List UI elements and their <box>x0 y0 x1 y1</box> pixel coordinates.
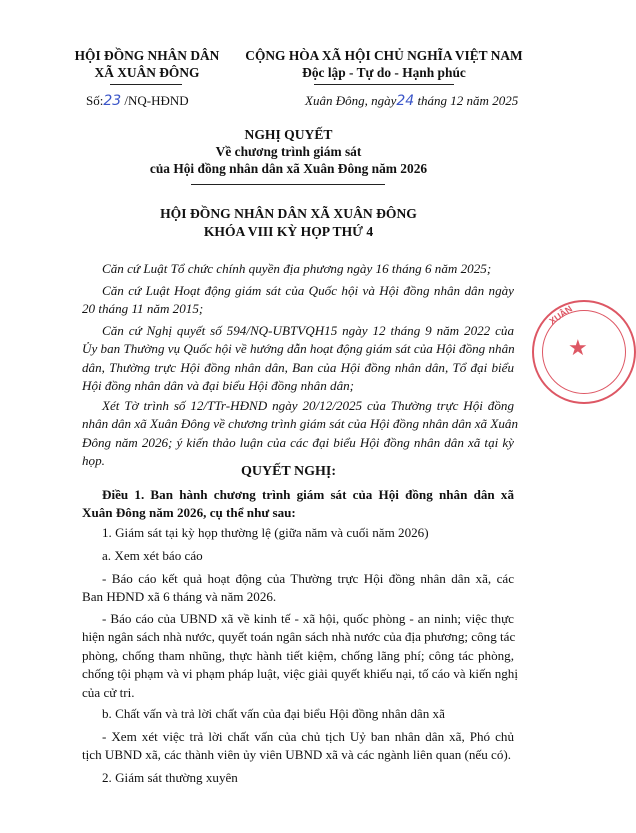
item-1b <box>82 705 514 723</box>
bullet-line: của cử tri. <box>82 684 135 700</box>
bullet-line: - Báo cáo kết quả hoạt động của Thường trực Hội đồng nhân dân xã, các <box>102 571 514 586</box>
item-1a <box>82 547 514 565</box>
decision-heading: QUYẾT NGHỊ: <box>240 464 337 479</box>
org-underline <box>110 84 182 85</box>
org-name-line1: HỘI ĐỒNG NHÂN DÂN <box>74 48 220 63</box>
bullet-1 <box>82 570 514 607</box>
item-1 <box>82 524 514 542</box>
document-number <box>86 93 189 109</box>
preamble-line: dân, Thường trực Hội đồng nhân dân, Ban của Hội đồng nhân dân, Tổ đại biểu <box>82 359 514 375</box>
preamble-line: Hội đồng nhân dân và đại biểu Hội đồng nhân dân; <box>82 378 355 394</box>
item-2 <box>82 769 514 787</box>
number-prefix: Số: <box>86 93 104 108</box>
preamble-4 <box>82 397 518 471</box>
preamble-line: Căn cứ Luật Hoạt động giám sát của Quốc hội và Hội đồng nhân dân ngày <box>102 283 514 298</box>
preamble-line: nhân dân xã Xuân Đông về chương trình giám sát của Hội đồng nhân dân xã Xuân <box>82 416 518 432</box>
number-suffix: /NQ-HĐND <box>121 93 189 108</box>
article-line: Xuân Đông năm 2026, cụ thể như sau: <box>82 505 296 521</box>
preamble-line: họp. <box>82 453 105 469</box>
subject-line1: Về chương trình giám sát <box>215 144 362 159</box>
preamble-3 <box>82 322 514 396</box>
bullet-line: hiện ngân sách nhà nước, quyết toán ngân sách nhà nước của địa phương; công tác <box>82 629 516 645</box>
seal-text: XUÂN <box>547 303 575 327</box>
bullet-line: phòng, chống tham nhũng, thực hành tiết kiệm, chống lãng phí; công tác phòng, <box>82 647 514 663</box>
article-line: Điều 1. Ban hành chương trình giám sát của Hội đồng nhân dân xã <box>102 487 514 502</box>
issuer-line2: KHÓA VIII KỲ HỌP THỨ 4 <box>203 224 374 239</box>
org-name-line2: XÃ XUÂN ĐÔNG <box>94 65 200 80</box>
official-seal <box>532 300 636 404</box>
preamble-line: Căn cứ Luật Tổ chức chính quyền địa phương ngày 16 tháng 6 năm 2025; <box>102 261 492 276</box>
number-handwritten: 23 <box>103 93 122 109</box>
nation-motto: Độc lập - Tự do - Hạnh phúc <box>302 65 466 80</box>
issuer-line1: HỘI ĐỒNG NHÂN DÂN XÃ XUÂN ĐÔNG <box>160 206 417 221</box>
bullet-line: - Xem xét việc trả lời chất vấn của chủ tịch Uỷ ban nhân dân xã, Phó chủ <box>102 729 514 744</box>
place-date <box>305 93 518 109</box>
place-date-prefix: Xuân Đông, ngày <box>305 93 397 108</box>
title-underline <box>191 184 385 185</box>
preamble-line: Đông năm 2026; ý kiến thảo luận của các đại biểu Hội đồng nhân dân xã tại kỳ <box>82 434 514 450</box>
motto-underline <box>314 84 454 85</box>
bullet-line: chống tội phạm và vi phạm pháp luật, việc giải quyết khiếu nại, tố cáo và kiến nghị <box>82 666 518 682</box>
bullet-2 <box>82 610 518 702</box>
bullet-3 <box>82 728 514 765</box>
preamble-line: 20 tháng 11 năm 2015; <box>82 301 204 317</box>
bullet-line: Ban HĐND xã 6 tháng và năm 2026. <box>82 589 277 605</box>
item-text: 2. Giám sát thường xuyên <box>102 770 238 785</box>
day-handwritten: 24 <box>396 93 415 109</box>
nation-name: CỘNG HÒA XÃ HỘI CHỦ NGHĨA VIỆT NAM <box>245 48 523 63</box>
doc-type: NGHỊ QUYẾT <box>244 127 333 142</box>
preamble-2 <box>82 282 514 319</box>
bullet-line: - Báo cáo của UBND xã về kinh tế - xã hội, quốc phòng - an ninh; việc thực <box>102 611 514 626</box>
subject-line2: của Hội đồng nhân dân xã Xuân Đông năm 2026 <box>149 161 428 176</box>
item-text: 1. Giám sát tại kỳ họp thường lệ (giữa năm và cuối năm 2026) <box>102 525 429 540</box>
preamble-line: Xét Tờ trình số 12/TTr-HĐND ngày 20/12/2025 của Thường trực Hội đồng <box>102 398 514 413</box>
item-text: b. Chất vấn và trả lời chất vấn của đại biểu Hội đồng nhân dân xã <box>102 706 445 721</box>
preamble-line: Ủy ban Thường vụ Quốc hội về hướng dẫn hoạt động giám sát của Hội đồng nhân <box>82 341 515 357</box>
preamble-line: Căn cứ Nghị quyết số 594/NQ-UBTVQH15 ngày 12 tháng 9 năm 2022 của <box>102 323 514 338</box>
bullet-line: tịch UBND xã, các thành viên ủy viên UBND xã và các ngành liên quan (nếu có). <box>82 747 512 763</box>
place-date-suffix: tháng 12 năm 2025 <box>414 93 519 108</box>
star-icon: ★ <box>568 336 588 361</box>
item-text: a. Xem xét báo cáo <box>102 548 203 563</box>
preamble-1 <box>82 260 514 278</box>
article-1 <box>82 486 514 523</box>
